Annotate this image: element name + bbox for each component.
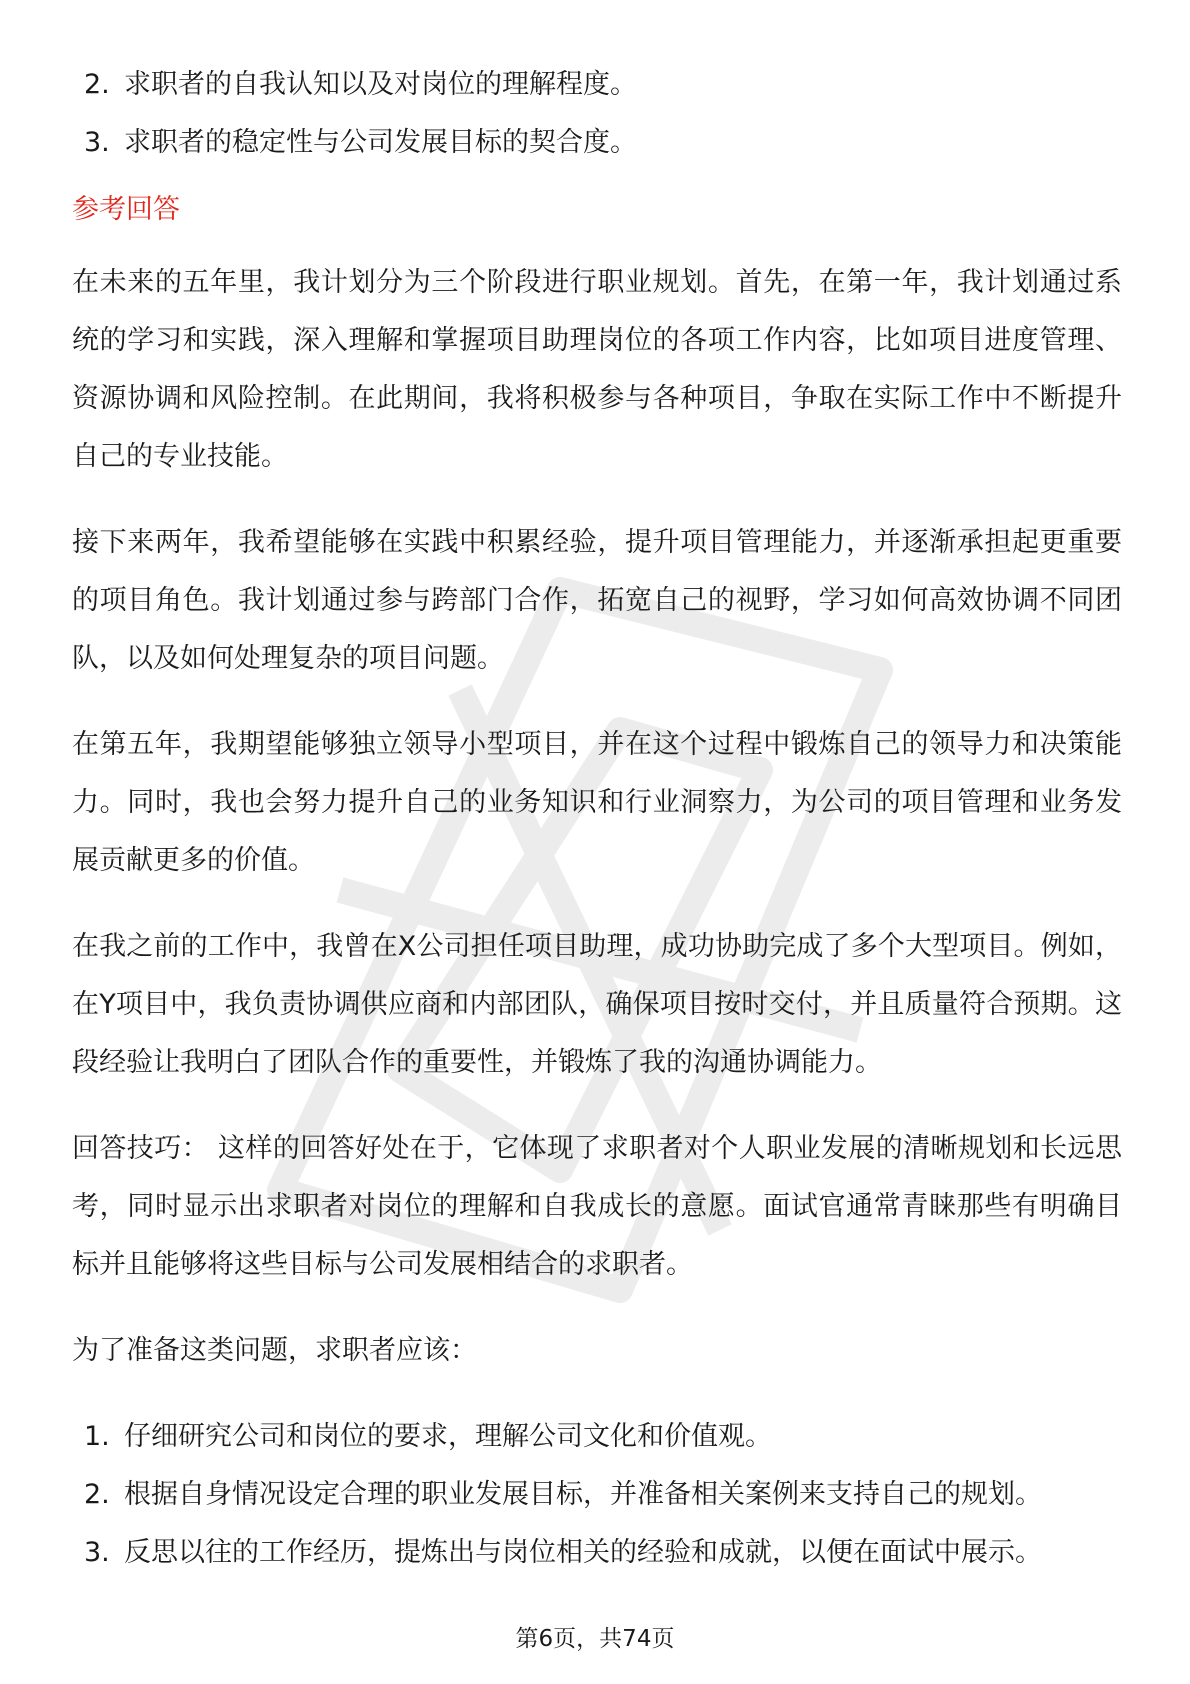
preparation-intro: 为了准备这类问题，求职者应该： [72, 1335, 477, 1366]
list-text: 求职者的稳定性与公司发展目标的契合度。 [124, 127, 637, 158]
section-heading: 参考回答 [72, 194, 180, 225]
list-item [72, 56, 1122, 114]
answer-paragraph: 接下来两年，我希望能够在实践中积累经验，提升项目管理能力，并逐渐承担起更重要的项目角色。我计划通过参与跨部门合作，拓宽自己的视野，学习如何高效协调不同团队，以及如何处理复杂的项目问题。 [72, 527, 1122, 674]
list-number: 2. [84, 69, 110, 100]
list-number: 3. [84, 1537, 110, 1568]
page-number-footer: 第6页，共74页 [515, 1626, 675, 1652]
list-text: 反思以往的工作经历，提炼出与岗位相关的经验和成就，以便在面试中展示。 [124, 1537, 1042, 1568]
list-text: 求职者的自我认知以及对岗位的理解程度。 [124, 69, 637, 100]
answer-paragraph: 在未来的五年里，我计划分为三个阶段进行职业规划。首先，在第一年，我计划通过系统的学习和实践，深入理解和掌握项目助理岗位的各项工作内容，比如项目进度管理、资源协调和风险控制。在此期间，我将积极参与各种项目，争取在实际工作中不断提升自己的专业技能。 [72, 267, 1122, 472]
list-item [72, 1466, 1122, 1524]
preparation-list [72, 1408, 1122, 1582]
list-number: 1. [84, 1421, 110, 1452]
list-item [72, 1524, 1122, 1582]
document-page [72, 56, 1122, 1582]
list-item [72, 1408, 1122, 1466]
answer-paragraph: 在我之前的工作中，我曾在X公司担任项目助理，成功协助完成了多个大型项目。例如，在Y项目中，我负责协调供应商和内部团队，确保项目按时交付，并且质量符合预期。这段经验让我明白了团队合作的重要性，并锻炼了我的沟通协调能力。 [72, 931, 1122, 1078]
list-number: 2. [84, 1479, 110, 1510]
criteria-list [72, 56, 1122, 172]
list-item [72, 114, 1122, 172]
answer-paragraph: 在第五年，我期望能够独立领导小型项目，并在这个过程中锻炼自己的领导力和决策能力。同时，我也会努力提升自己的业务知识和行业洞察力，为公司的项目管理和业务发展贡献更多的价值。 [72, 729, 1122, 876]
tips-paragraph: 回答技巧： 这样的回答好处在于，它体现了求职者对个人职业发展的清晰规划和长远思考，同时显示出求职者对岗位的理解和自我成长的意愿。面试官通常青睐那些有明确目标并且能够将这些目标与公司发展相结合的求职者。 [72, 1133, 1122, 1280]
list-text: 根据自身情况设定合理的职业发展目标，并准备相关案例来支持自己的规划。 [124, 1479, 1042, 1510]
list-number: 3. [84, 127, 110, 158]
list-text: 仔细研究公司和岗位的要求，理解公司文化和价值观。 [124, 1421, 772, 1452]
